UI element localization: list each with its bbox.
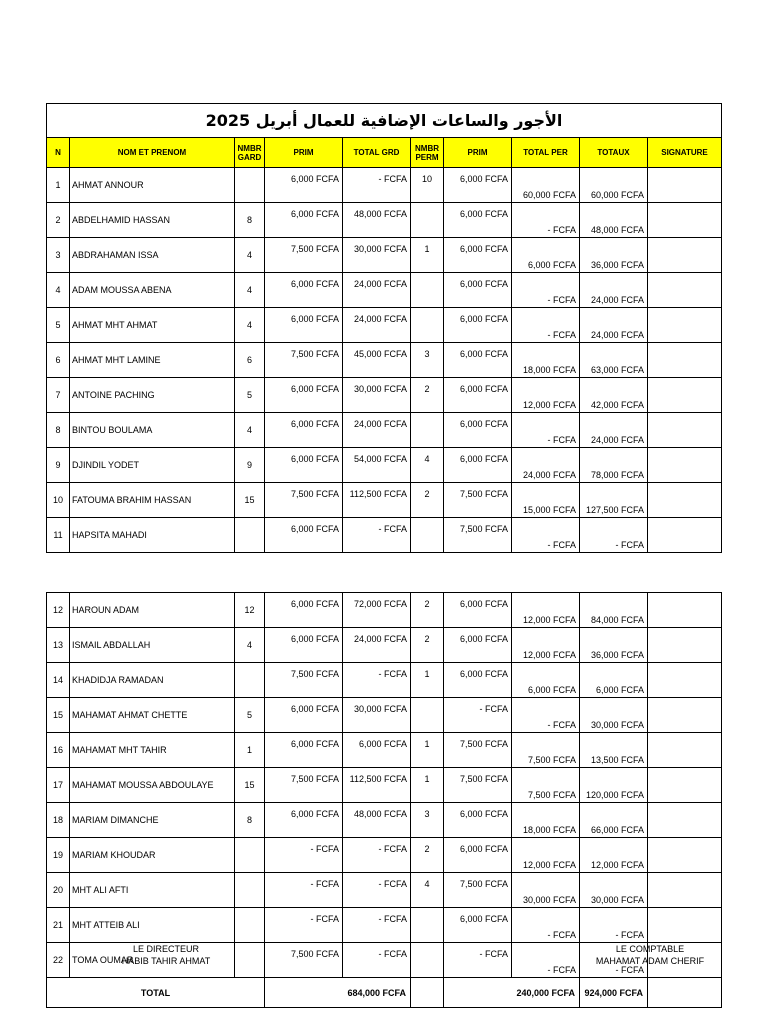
row-number: 20 [47, 873, 70, 908]
total-grd: 24,000 FCFA [343, 413, 411, 448]
prim-perm: 6,000 FCFA [444, 343, 512, 378]
header-nmbr-gard [235, 138, 265, 168]
nmbr-gard [235, 663, 265, 698]
table-row [47, 378, 722, 413]
totaux: 30,000 FCFA [580, 873, 648, 908]
prim-gard: 6,000 FCFA [265, 698, 343, 733]
nmbr-gard: 4 [235, 238, 265, 273]
header-prim: PRIM [265, 138, 343, 168]
accountant-role: LE COMPTABLE [615, 944, 685, 954]
total-per: - FCFA [512, 203, 580, 238]
row-number: 17 [47, 768, 70, 803]
header-name: NOM ET PRENOM [70, 138, 235, 168]
employee-name: HAROUN ADAM [70, 593, 235, 628]
totaux: 78,000 FCFA [580, 448, 648, 483]
total-grd: 24,000 FCFA [343, 308, 411, 343]
row-number: 14 [47, 663, 70, 698]
nmbr-gard: 4 [235, 308, 265, 343]
row-number: 13 [47, 628, 70, 663]
signature-cell [648, 343, 722, 378]
employee-name: AHMAT MHT AHMAT [70, 308, 235, 343]
total-per: 12,000 FCFA [512, 593, 580, 628]
signature-cell [648, 308, 722, 343]
table-row [47, 413, 722, 448]
totaux-value: 924,000 FCFA [580, 978, 648, 1008]
total-per: 6,000 FCFA [512, 663, 580, 698]
page-title: الأجور والساعات الإضافية للعمال أبريل 2025 [47, 104, 722, 138]
total-grd: - FCFA [343, 838, 411, 873]
total-grd: 48,000 FCFA [343, 803, 411, 838]
prim-gard: 6,000 FCFA [265, 518, 343, 553]
nmbr-perm: 2 [411, 628, 444, 663]
total-per: 15,000 FCFA [512, 483, 580, 518]
signature-cell [648, 873, 722, 908]
nmbr-perm [411, 308, 444, 343]
total-grd: 45,000 FCFA [343, 343, 411, 378]
totaux: 6,000 FCFA [580, 663, 648, 698]
total-grd: 6,000 FCFA [343, 733, 411, 768]
signature-cell [648, 838, 722, 873]
row-number: 9 [47, 448, 70, 483]
signature-cell [648, 698, 722, 733]
accountant-name: MAHAMAT ADAM CHERIF [595, 956, 705, 966]
employee-name: KHADIDJA RAMADAN [70, 663, 235, 698]
prim-perm: - FCFA [444, 698, 512, 733]
totaux: 48,000 FCFA [580, 203, 648, 238]
nmbr-perm: 1 [411, 238, 444, 273]
totaux: 120,000 FCFA [580, 768, 648, 803]
totaux: 84,000 FCFA [580, 593, 648, 628]
total-per: 7,500 FCFA [512, 733, 580, 768]
totaux: 24,000 FCFA [580, 308, 648, 343]
nmbr-perm [411, 908, 444, 943]
table-row [47, 768, 722, 803]
signature-cell [648, 663, 722, 698]
nmbr-perm [411, 203, 444, 238]
table-row [47, 448, 722, 483]
signature-cell [648, 628, 722, 663]
prim-perm: 6,000 FCFA [444, 803, 512, 838]
prim-perm: - FCFA [444, 943, 512, 978]
table-row [47, 733, 722, 768]
signature-cell [648, 768, 722, 803]
total-label: TOTAL [47, 978, 265, 1008]
employee-name: ADAM MOUSSA ABENA [70, 273, 235, 308]
nmbr-perm: 2 [411, 483, 444, 518]
nmbr-perm: 3 [411, 343, 444, 378]
prim-perm: 7,500 FCFA [444, 768, 512, 803]
total-per: - FCFA [512, 413, 580, 448]
prim-gard: 6,000 FCFA [265, 803, 343, 838]
prim-perm: 7,500 FCFA [444, 873, 512, 908]
signature-cell [648, 518, 722, 553]
prim-perm: 6,000 FCFA [444, 593, 512, 628]
total-grd: - FCFA [343, 168, 411, 203]
totaux: - FCFA [580, 908, 648, 943]
totaux: 24,000 FCFA [580, 273, 648, 308]
prim-gard: 6,000 FCFA [265, 168, 343, 203]
totaux: 63,000 FCFA [580, 343, 648, 378]
total-row [47, 978, 722, 1008]
header-n: N [47, 138, 70, 168]
employee-name: BINTOU BOULAMA [70, 413, 235, 448]
employee-name: ISMAIL ABDALLAH [70, 628, 235, 663]
prim-gard: 6,000 FCFA [265, 308, 343, 343]
totaux: 13,500 FCFA [580, 733, 648, 768]
director-role: LE DIRECTEUR [132, 944, 199, 954]
prim-gard: - FCFA [265, 873, 343, 908]
prim-gard: 7,500 FCFA [265, 238, 343, 273]
nmbr-gard: 8 [235, 203, 265, 238]
nmbr-gard: 12 [235, 593, 265, 628]
nmbr-gard [235, 168, 265, 203]
row-number: 5 [47, 308, 70, 343]
employee-name: MAHAMAT MOUSSA ABDOULAYE [70, 768, 235, 803]
signature-cell [648, 593, 722, 628]
employee-name: MARIAM DIMANCHE [70, 803, 235, 838]
header-totaux: TOTAUX [580, 138, 648, 168]
row-number: 15 [47, 698, 70, 733]
total-per: 7,500 FCFA [512, 768, 580, 803]
prim-gard: 6,000 FCFA [265, 378, 343, 413]
total-per: - FCFA [512, 943, 580, 978]
prim-perm: 6,000 FCFA [444, 378, 512, 413]
employee-name: MHT ATTEIB ALI [70, 908, 235, 943]
row-number: 18 [47, 803, 70, 838]
nmbr-perm: 1 [411, 663, 444, 698]
totaux: 36,000 FCFA [580, 628, 648, 663]
employee-name: AHMAT MHT LAMINE [70, 343, 235, 378]
total-grd: - FCFA [343, 518, 411, 553]
header-nmbr-gard-line2: GARD [237, 152, 262, 162]
prim-gard: - FCFA [265, 838, 343, 873]
nmbr-perm: 2 [411, 593, 444, 628]
signature-cell [648, 733, 722, 768]
nmbr-gard: 8 [235, 803, 265, 838]
row-number: 3 [47, 238, 70, 273]
header-nmbr-gard-line1: NMBR [237, 143, 262, 153]
table-row [47, 628, 722, 663]
employee-name: ANTOINE PACHING [70, 378, 235, 413]
nmbr-gard: 4 [235, 413, 265, 448]
total-per: 60,000 FCFA [512, 168, 580, 203]
nmbr-perm: 10 [411, 168, 444, 203]
totaux: - FCFA [580, 943, 648, 978]
nmbr-gard: 9 [235, 448, 265, 483]
table-row [47, 483, 722, 518]
totaux: 42,000 FCFA [580, 378, 648, 413]
nmbr-perm: 2 [411, 838, 444, 873]
totaux: 30,000 FCFA [580, 698, 648, 733]
employee-name: MAHAMAT AHMAT CHETTE [70, 698, 235, 733]
prim-gard: 6,000 FCFA [265, 203, 343, 238]
header-signature: SIGNATURE [648, 138, 722, 168]
nmbr-perm [411, 273, 444, 308]
employee-name: MHT ALI AFTI [70, 873, 235, 908]
table-row [47, 593, 722, 628]
nmbr-perm [411, 698, 444, 733]
nmbr-gard: 6 [235, 343, 265, 378]
prim-gard: 6,000 FCFA [265, 448, 343, 483]
employee-name: DJINDIL YODET [70, 448, 235, 483]
nmbr-gard: 15 [235, 768, 265, 803]
table-row [47, 908, 722, 943]
total-per: 12,000 FCFA [512, 378, 580, 413]
signature-cell [648, 238, 722, 273]
prim-perm: 6,000 FCFA [444, 908, 512, 943]
table-row [47, 343, 722, 378]
prim-gard: 6,000 FCFA [265, 628, 343, 663]
prim-gard: 7,500 FCFA [265, 663, 343, 698]
header-prim-perm: PRIM [444, 138, 512, 168]
total-grd: 24,000 FCFA [343, 628, 411, 663]
header-total-grd: TOTAL GRD [343, 138, 411, 168]
prim-gard: 7,500 FCFA [265, 343, 343, 378]
signature-cell [648, 413, 722, 448]
header-row [47, 138, 722, 168]
prim-perm: 7,500 FCFA [444, 483, 512, 518]
nmbr-perm: 1 [411, 768, 444, 803]
total-empty-perm [411, 978, 444, 1008]
signature-cell [648, 273, 722, 308]
total-grd: 30,000 FCFA [343, 238, 411, 273]
prim-gard: 6,000 FCFA [265, 273, 343, 308]
nmbr-gard: 4 [235, 628, 265, 663]
row-number: 4 [47, 273, 70, 308]
total-per: 6,000 FCFA [512, 238, 580, 273]
totaux: 24,000 FCFA [580, 413, 648, 448]
prim-perm: 7,500 FCFA [444, 518, 512, 553]
employee-name: AHMAT ANNOUR [70, 168, 235, 203]
row-number: 6 [47, 343, 70, 378]
nmbr-gard [235, 943, 265, 978]
nmbr-gard [235, 838, 265, 873]
nmbr-gard [235, 518, 265, 553]
table-row [47, 168, 722, 203]
signature-cell [648, 203, 722, 238]
total-grd: - FCFA [343, 908, 411, 943]
table-row [47, 803, 722, 838]
total-per: 12,000 FCFA [512, 838, 580, 873]
nmbr-perm [411, 413, 444, 448]
total-per: 30,000 FCFA [512, 873, 580, 908]
row-number: 21 [47, 908, 70, 943]
total-per: 24,000 FCFA [512, 448, 580, 483]
signature-cell [648, 168, 722, 203]
prim-perm: 6,000 FCFA [444, 663, 512, 698]
prim-perm: 6,000 FCFA [444, 413, 512, 448]
signature-cell [648, 803, 722, 838]
total-grd: 30,000 FCFA [343, 698, 411, 733]
row-number: 16 [47, 733, 70, 768]
total-per: - FCFA [512, 908, 580, 943]
employee-name: MAHAMAT MHT TAHIR [70, 733, 235, 768]
table-row [47, 308, 722, 343]
row-number: 7 [47, 378, 70, 413]
nmbr-gard: 5 [235, 378, 265, 413]
total-grd-value: 684,000 FCFA [265, 978, 411, 1008]
nmbr-gard: 5 [235, 698, 265, 733]
prim-perm: 6,000 FCFA [444, 168, 512, 203]
nmbr-perm: 4 [411, 873, 444, 908]
prim-perm: 6,000 FCFA [444, 273, 512, 308]
row-number: 8 [47, 413, 70, 448]
accountant-signature-block [580, 943, 720, 967]
payroll-table-page-1 [46, 103, 722, 553]
employee-name: HAPSITA MAHADI [70, 518, 235, 553]
nmbr-gard: 4 [235, 273, 265, 308]
header-nmbr-perm-line1: NMBR [415, 143, 439, 153]
header-nmbr-perm-line2: PERM [415, 152, 439, 162]
total-grd: 24,000 FCFA [343, 273, 411, 308]
prim-perm: 6,000 FCFA [444, 448, 512, 483]
total-grd: 112,500 FCFA [343, 483, 411, 518]
table-row [47, 203, 722, 238]
totaux: 36,000 FCFA [580, 238, 648, 273]
table-row [47, 873, 722, 908]
total-grd: - FCFA [343, 943, 411, 978]
nmbr-perm: 2 [411, 378, 444, 413]
total-grd: - FCFA [343, 873, 411, 908]
nmbr-gard [235, 873, 265, 908]
total-per-value: 240,000 FCFA [444, 978, 580, 1008]
prim-gard: 6,000 FCFA [265, 593, 343, 628]
total-grd: 112,500 FCFA [343, 768, 411, 803]
total-empty-signature [648, 978, 722, 1008]
prim-gard: 6,000 FCFA [265, 413, 343, 448]
total-grd: 30,000 FCFA [343, 378, 411, 413]
prim-gard: 6,000 FCFA [265, 733, 343, 768]
prim-perm: 6,000 FCFA [444, 838, 512, 873]
prim-perm: 6,000 FCFA [444, 238, 512, 273]
total-per: 18,000 FCFA [512, 343, 580, 378]
nmbr-perm [411, 943, 444, 978]
header-nmbr-perm [411, 138, 444, 168]
employee-name: ABDELHAMID HASSAN [70, 203, 235, 238]
row-number: 11 [47, 518, 70, 553]
total-grd: 54,000 FCFA [343, 448, 411, 483]
totaux: 66,000 FCFA [580, 803, 648, 838]
prim-gard: - FCFA [265, 908, 343, 943]
nmbr-gard: 1 [235, 733, 265, 768]
prim-perm: 6,000 FCFA [444, 628, 512, 663]
totaux: - FCFA [580, 518, 648, 553]
total-per: - FCFA [512, 698, 580, 733]
nmbr-perm: 1 [411, 733, 444, 768]
row-number: 1 [47, 168, 70, 203]
nmbr-gard [235, 908, 265, 943]
prim-gard: 7,500 FCFA [265, 768, 343, 803]
totaux: 127,500 FCFA [580, 483, 648, 518]
totaux: 60,000 FCFA [580, 168, 648, 203]
table-row [47, 238, 722, 273]
total-per: - FCFA [512, 308, 580, 343]
employee-name: MARIAM KHOUDAR [70, 838, 235, 873]
row-number: 2 [47, 203, 70, 238]
row-number: 10 [47, 483, 70, 518]
employee-name: TOMA OUMAR [70, 943, 235, 978]
total-grd: - FCFA [343, 663, 411, 698]
prim-perm: 6,000 FCFA [444, 308, 512, 343]
total-grd: 72,000 FCFA [343, 593, 411, 628]
row-number: 19 [47, 838, 70, 873]
total-per: - FCFA [512, 273, 580, 308]
director-name: HABIB TAHIR AHMAT [121, 956, 211, 966]
signature-cell [648, 483, 722, 518]
employee-name: ABDRAHAMAN ISSA [70, 238, 235, 273]
total-per: - FCFA [512, 518, 580, 553]
nmbr-perm: 4 [411, 448, 444, 483]
director-signature-block [96, 943, 236, 967]
prim-gard: 7,500 FCFA [265, 483, 343, 518]
employee-name: FATOUMA BRAHIM HASSAN [70, 483, 235, 518]
signature-cell [648, 448, 722, 483]
row-number: 22 [47, 943, 70, 978]
nmbr-gard: 15 [235, 483, 265, 518]
prim-gard: 7,500 FCFA [265, 943, 343, 978]
signature-cell [648, 908, 722, 943]
totaux: 12,000 FCFA [580, 838, 648, 873]
total-per: 12,000 FCFA [512, 628, 580, 663]
table-row [47, 838, 722, 873]
nmbr-perm [411, 518, 444, 553]
prim-perm: 7,500 FCFA [444, 733, 512, 768]
table-row [47, 663, 722, 698]
prim-perm: 6,000 FCFA [444, 203, 512, 238]
table-row [47, 518, 722, 553]
total-per: 18,000 FCFA [512, 803, 580, 838]
header-total-per: TOTAL PER [512, 138, 580, 168]
row-number: 12 [47, 593, 70, 628]
nmbr-perm: 3 [411, 803, 444, 838]
signature-cell [648, 378, 722, 413]
total-grd: 48,000 FCFA [343, 203, 411, 238]
table-row [47, 273, 722, 308]
table-row [47, 698, 722, 733]
